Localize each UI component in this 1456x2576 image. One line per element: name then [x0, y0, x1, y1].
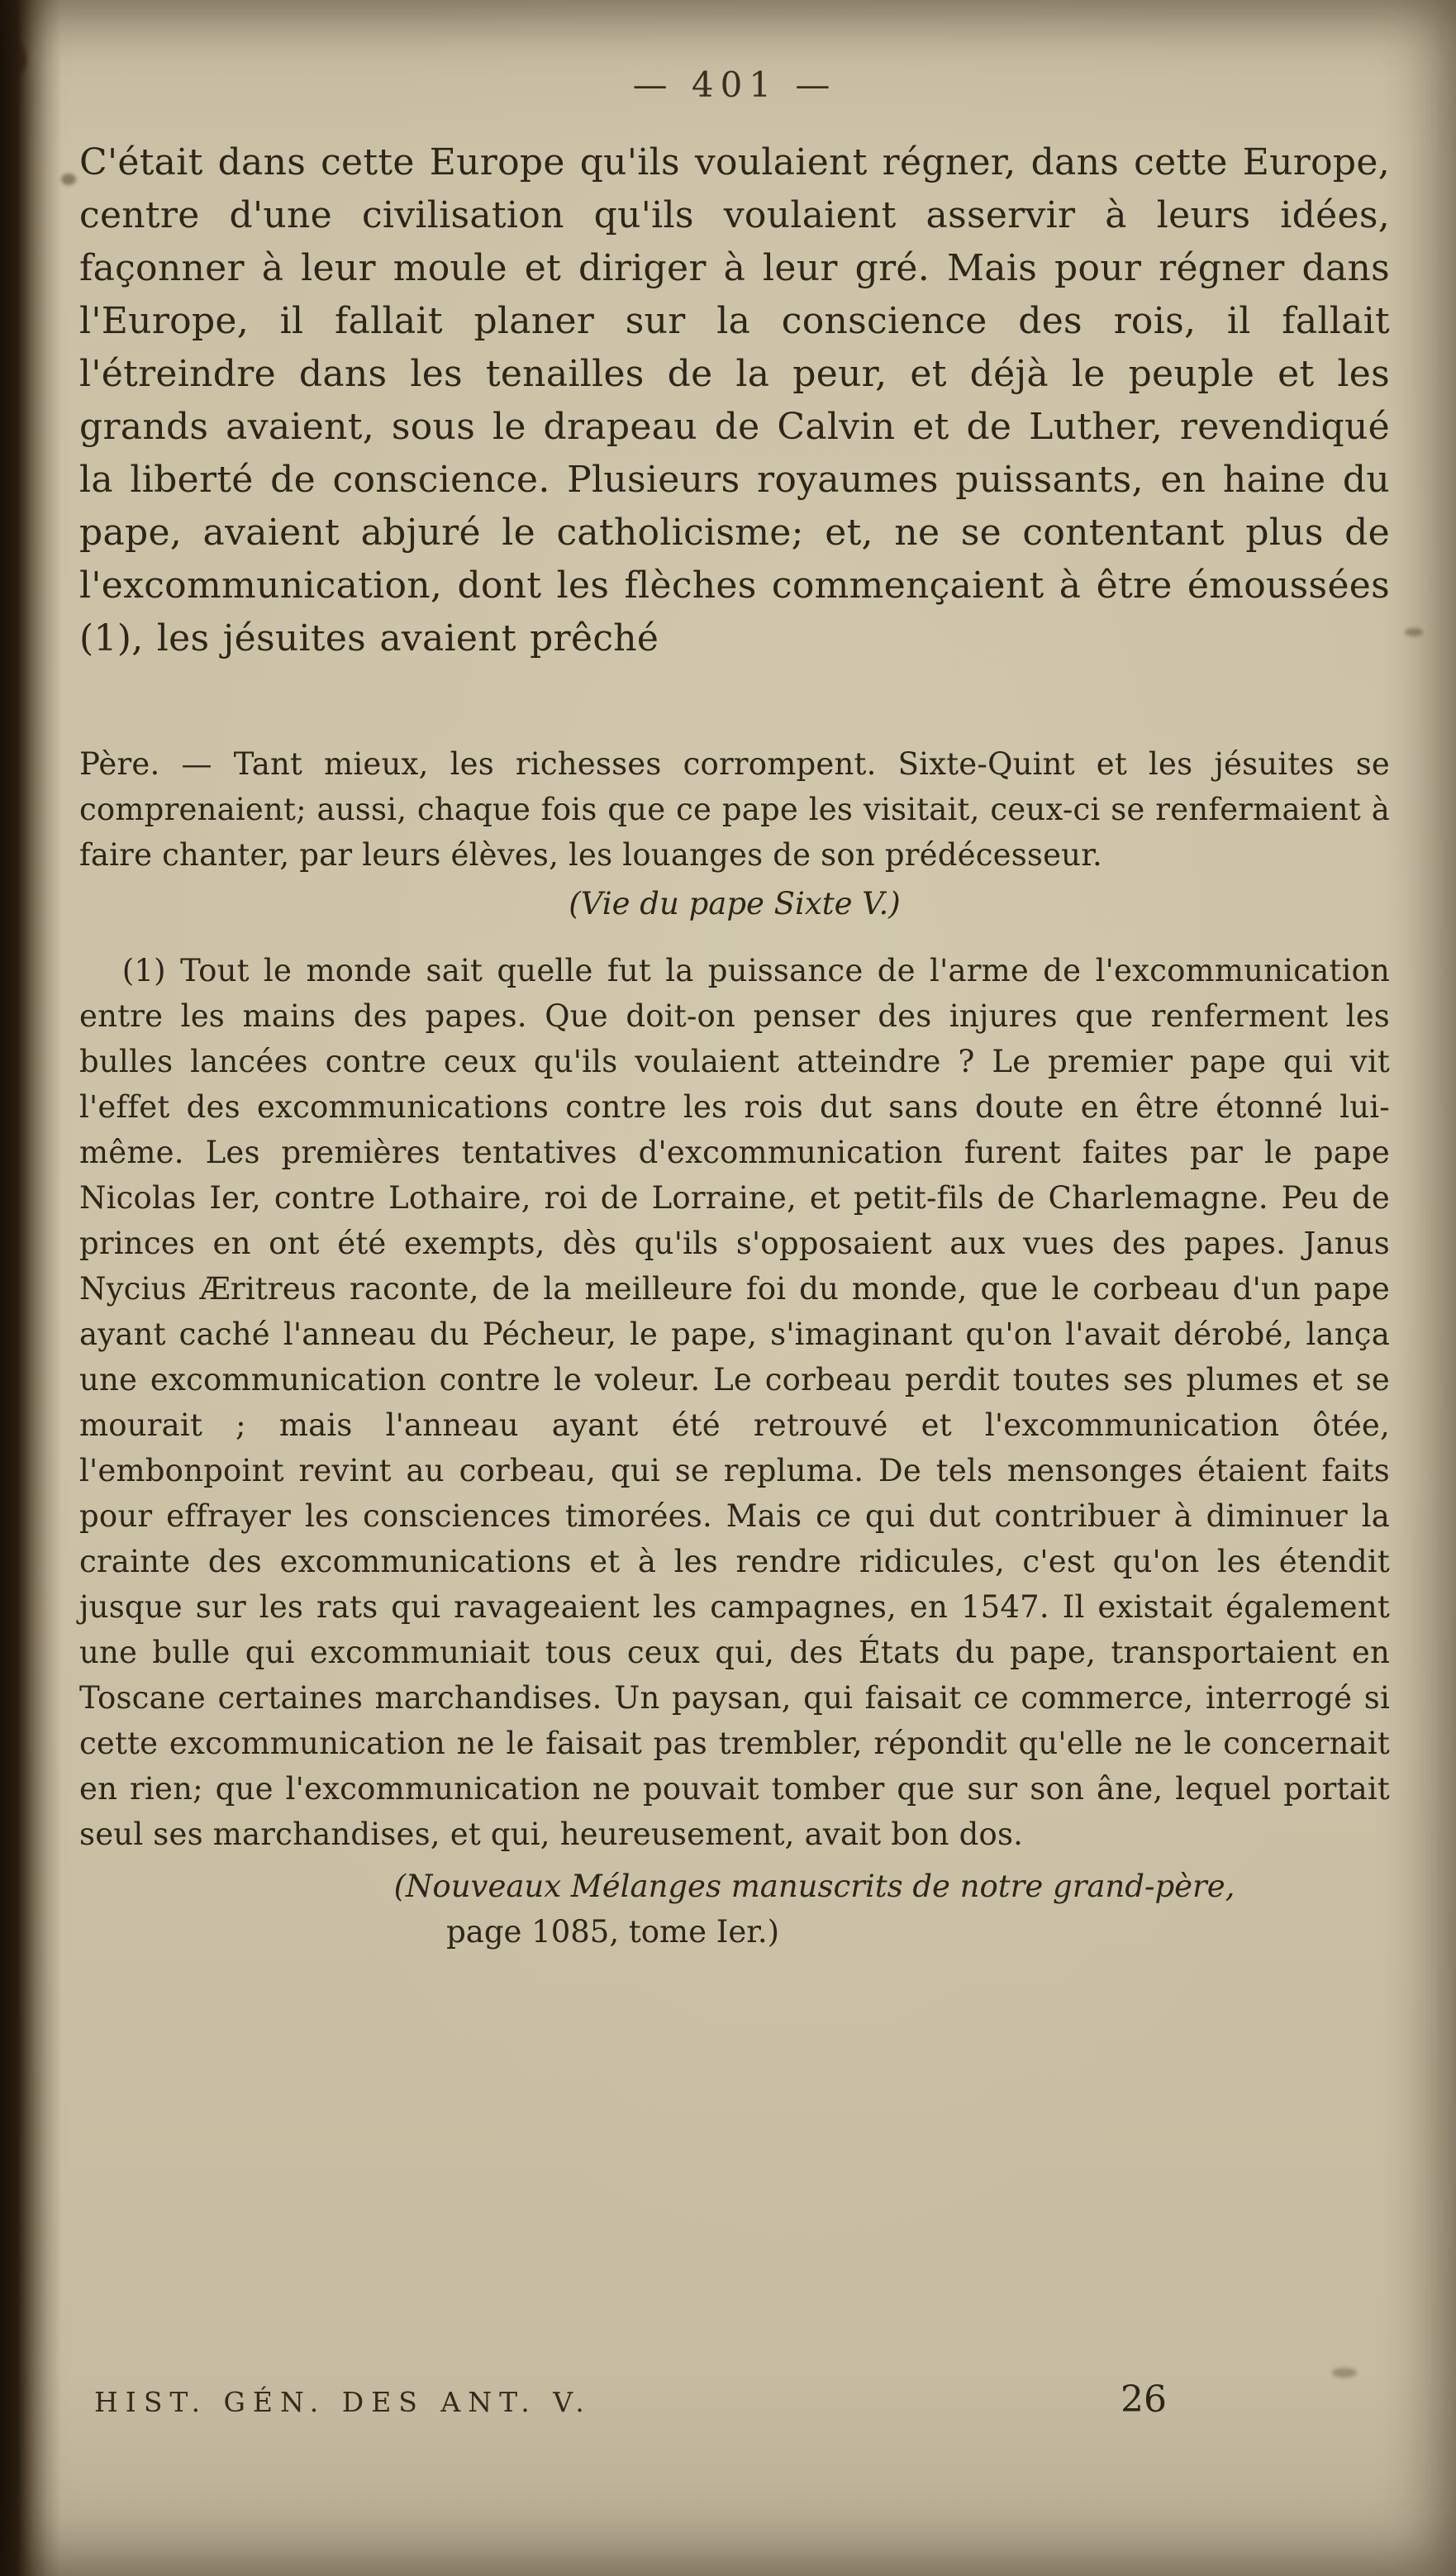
footnote-citation-line1: (Nouveaux Mélanges manuscrits de notre grand-père,	[393, 1869, 1235, 1904]
footnote-citation-line2: page 1085, tome Ier.)	[446, 1914, 780, 1950]
main-paragraph: C'était dans cette Europe qu'ils voulaient régner, dans cette Europe, centre d'une civilisation qu'ils voulaient asservir à leurs idées, façonner à leur moule et diriger à leur gré. Mais pour régner dans l'Europe, il fallait planer sur la conscience des rois, il fallait l'étreindre dans les tenailles de la peur, et déjà le peuple et les grands avaient, sous le drapeau de Calvin et de Luther, revendiqué la liberté de conscience. Plusieurs royaumes puissants, en haine du pape, avaient abjuré le catholicisme; et, ne se contentant plus de l'excommunication, dont les flèches commençaient à être émoussées (1), les jésuites avaient prêché	[79, 141, 1390, 659]
scan-stain	[1332, 2368, 1357, 2378]
page-number-header: — 401 —	[632, 64, 837, 105]
page-footer	[79, 2378, 1390, 2421]
note-continuation: Père. — Tant mieux, les richesses corrompent. Sixte-Quint et les jésuites se comprenaient; aussi, chaque fois que ce pape les visitait, ceux-ci se renfermaient à faire chanter, par leurs élèves, les louanges de son prédécesseur.	[79, 746, 1390, 873]
footnote-text: (1) Tout le monde sait quelle fut la puissance de l'arme de l'excommunication entre les mains des papes. Que doit-on penser des injures que renferment les bulles lancées contre ceux qu'ils voulaient atteindre ? Le premier pape qui vit l'effet des excommunications contre les rois dut sans doute en être étonné lui-même. Les premières tentatives d'excommunication furent faites par le pape Nicolas Ier, contre Lothaire, roi de Lorraine, et petit-fils de Charlemagne. Peu de princes en ont été exempts, dès qu'ils s'opposaient aux vues des papes. Janus Nycius Æritreus raconte, de la meilleure foi du monde, que le corbeau d'un pape ayant caché l'anneau du Pécheur, le pape, s'imaginant qu'on l'avait dérobé, lança une excommunication contre le voleur. Le corbeau perdit toutes ses plumes et se mourait ; mais l'anneau ayant été retrouvé et l'excommunication ôtée, l'embonpoint revint au corbeau, qui se repluma. De tels mensonges étaient faits pour effrayer les consciences timorées. Mais ce qui dut contribuer à diminuer la crainte des excommunications et à les rendre ridicules, c'est qu'on les étendit jusque sur les rats qui ravageaient les campagnes, en 1547. Il existait également une bulle qui excommuniait tous ceux qui, des États du pape, transportaient en Toscane certaines marchandises. Un paysan, qui faisait ce commerce, interrogé si cette excommunication ne le faisait pas trembler, répondit qu'elle ne le concernait en rien; que l'excommunication ne pouvait tomber que sur son âne, lequel portait seul ses marchandises, et qui, heureusement, avait bon dos.	[79, 953, 1390, 1852]
footnotes-block	[79, 741, 1390, 1955]
note-continuation-citation: (Vie du pape Sixte V.)	[569, 886, 901, 921]
running-title: HIST. GÉN. DES ANT. V.	[94, 2386, 592, 2418]
page-number-footer: 26	[1121, 2378, 1167, 2421]
